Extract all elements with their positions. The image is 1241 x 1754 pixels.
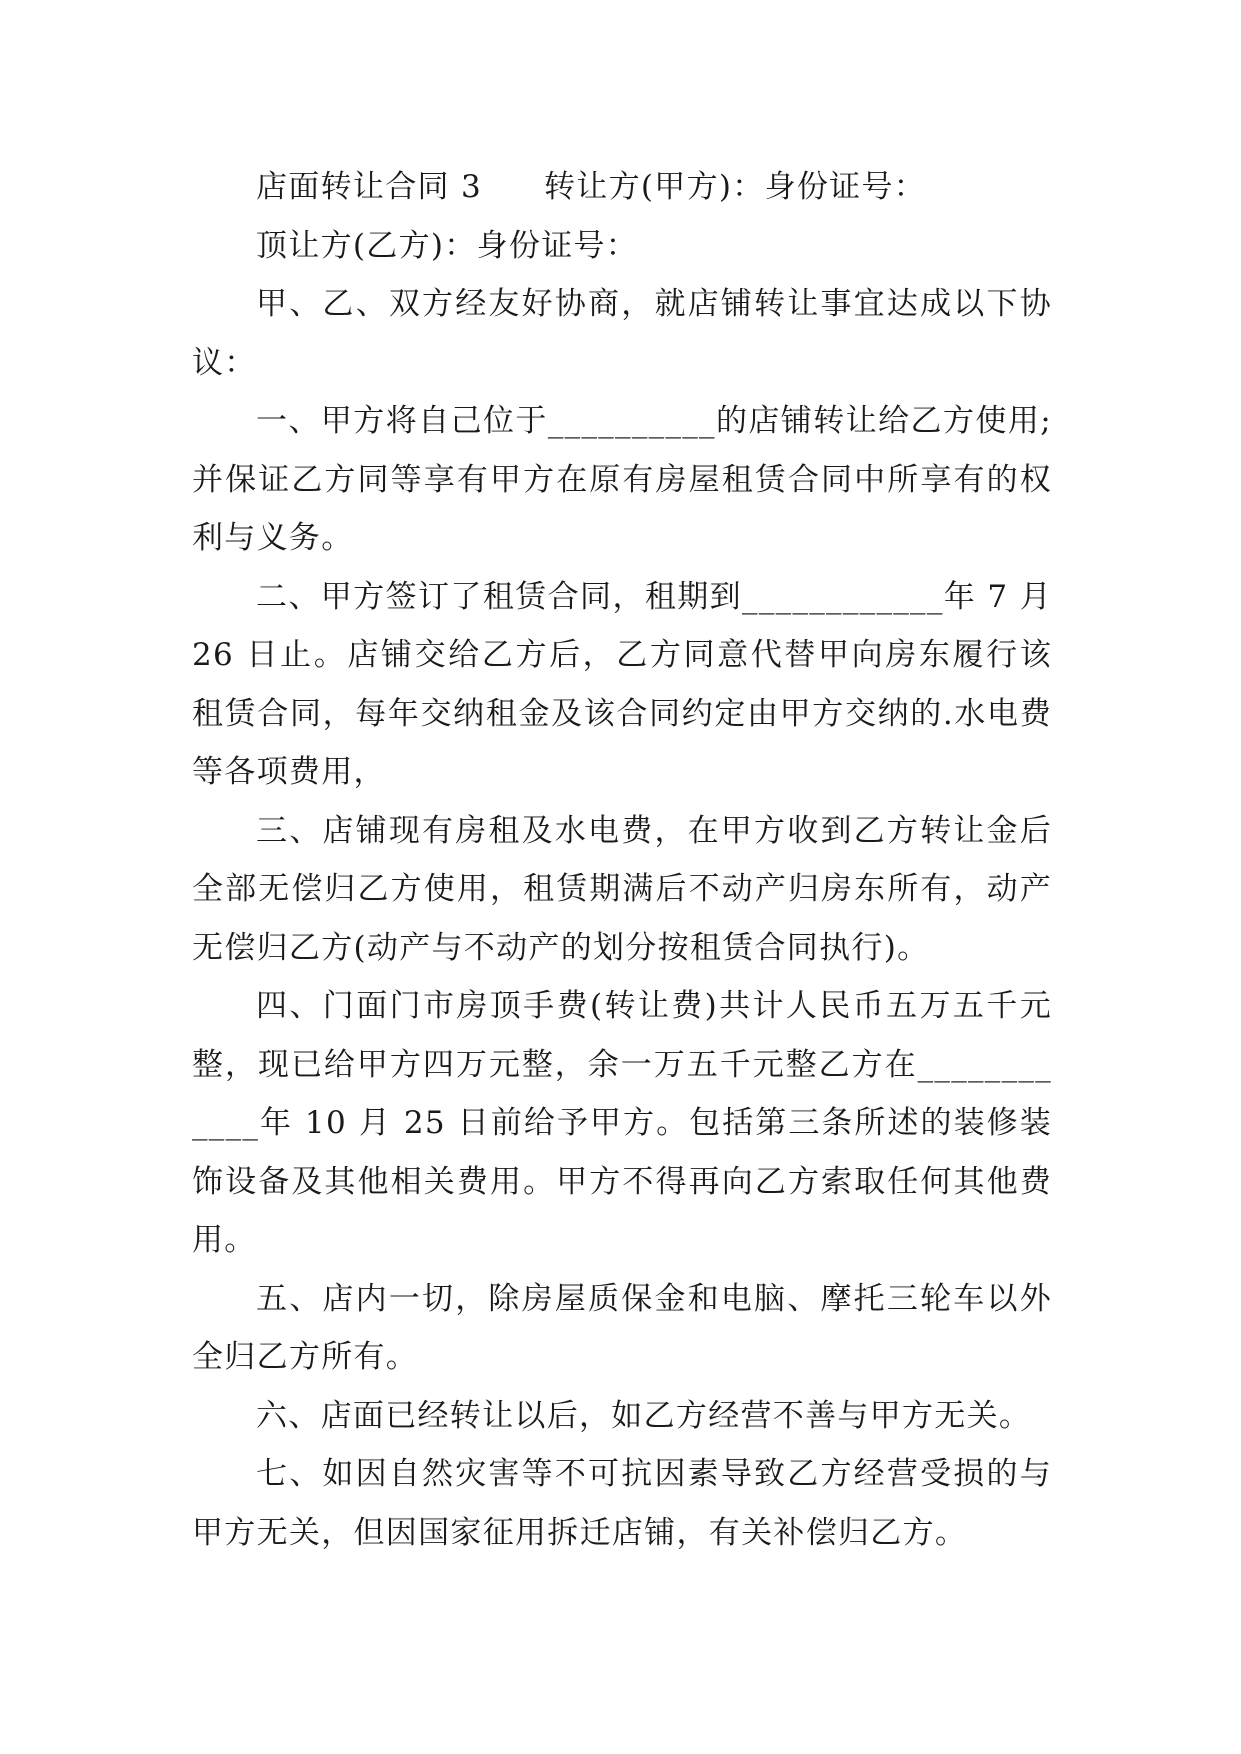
- contract-header-line: [192, 158, 1052, 217]
- transferor-line: 转让方(甲方)：身份证号：: [543, 169, 927, 205]
- clause-7: 七、如因自然灾害等不可抗因素导致乙方经营受损的与甲方无关，但因国家征用拆迁店铺，有关补偿归乙方。: [192, 1456, 1052, 1551]
- clause-6: 六、店面已经转让以后，如乙方经营不善与甲方无关。: [256, 1397, 1032, 1434]
- clause-2: 二、甲方签订了租赁合同，租期到____________年 7 月 26 日止。店铺交给乙方后，乙方同意代替甲向房东履行该租赁合同，每年交纳租金及该合同约定由甲方交纳的.水电费等各项费用，: [192, 578, 1052, 790]
- clause-5: 五、店内一切，除房屋质保金和电脑、摩托三轮车以外全归乙方所有。: [192, 1280, 1052, 1375]
- preamble-paragraph: 甲、乙、双方经友好协商，就店铺转让事宜达成以下协议：: [192, 286, 1052, 381]
- assignee-line: 顶让方(乙方)：身份证号：: [256, 227, 639, 264]
- document-body: [192, 158, 1052, 1562]
- contract-title: 店面转让合同 3: [256, 169, 482, 205]
- clause-1: 一、甲方将自己位于__________的店铺转让给乙方使用;并保证乙方同等享有甲方在原有房屋租赁合同中所享有的权利与义务。: [192, 403, 1052, 556]
- clause-3: 三、店铺现有房租及水电费，在甲方收到乙方转让金后全部无偿归乙方使用，租赁期满后不动产归房东所有，动产无偿归乙方(动产与不动产的划分按租赁合同执行)。: [192, 812, 1052, 966]
- clause-4: 四、门面门市房顶手费(转让费)共计人民币五万五千元整，现已给甲方四万元整，余一万五千元整乙方在____________年 10 月 25 日前给予甲方。包括第三条所述的装修装饰设备及其他相关费用。甲方不得再向乙方索取任何其他费用。: [192, 988, 1052, 1258]
